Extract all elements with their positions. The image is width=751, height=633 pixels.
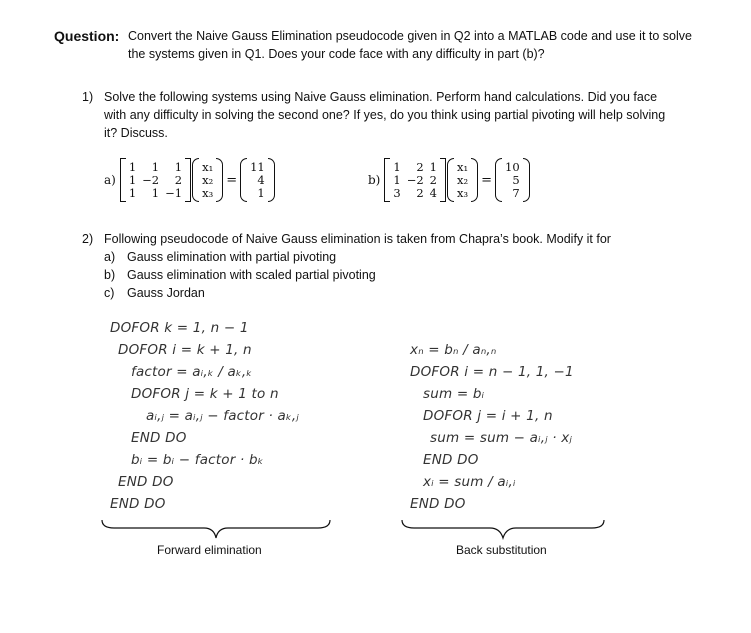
system-b-matrix: 1 2 1 1 −2 2 3 2 4 [393, 159, 437, 200]
q2-item-c-label: c) [104, 286, 115, 300]
system-a-equals: = [226, 172, 238, 188]
system-b-rhs: 10 5 7 [505, 159, 520, 200]
system-a [104, 158, 275, 202]
fwd-line: aᵢ,ⱼ = aᵢ,ⱼ − factor · aₖ,ⱼ [146, 408, 299, 424]
back-line: xᵢ = sum / aᵢ,ᵢ [423, 474, 516, 490]
fwd-line: END DO [110, 496, 166, 512]
fwd-line: bᵢ = bᵢ − factor · bₖ [131, 452, 264, 468]
back-brace [400, 518, 606, 540]
back-line: DOFOR i = n − 1, 1, −1 [410, 364, 574, 380]
system-a-unknowns: x₁ x₂ x₃ [202, 159, 214, 200]
back-line: DOFOR j = i + 1, n [423, 408, 553, 424]
q2-item-c-text: Gauss Jordan [127, 286, 205, 300]
question-label: Question: [54, 28, 120, 44]
q1-line-3: it? Discuss. [104, 126, 168, 140]
q2-number: 2) [82, 232, 94, 246]
question-line-2: the systems given in Q1. Does your code face with any difficulty in part (b)? [128, 47, 545, 61]
q1-line-1: Solve the following systems using Naive Gauss elimination. Perform hand calculations. Did you face [104, 90, 658, 104]
system-b-equals: = [481, 172, 492, 188]
q2-item-b-text: Gauss elimination with scaled partial pivoting [127, 268, 376, 282]
back-line: sum = bᵢ [423, 386, 485, 402]
system-a-rhs: 11 4 1 [250, 159, 265, 200]
q2-item-a-text: Gauss elimination with partial pivoting [127, 250, 337, 264]
back-caption: Back substitution [456, 543, 547, 557]
forward-brace [100, 518, 332, 540]
back-line: sum = sum − aᵢ,ⱼ · xⱼ [430, 430, 573, 446]
system-b-label: b) [368, 173, 381, 187]
q2-item-b-label: b) [104, 268, 116, 282]
fwd-line: DOFOR i = k + 1, n [118, 342, 252, 358]
system-b-unknowns: x₁ x₂ x₃ [456, 159, 469, 200]
fwd-line: END DO [131, 430, 187, 446]
q2-line-1: Following pseudocode of Naive Gauss elimination is taken from Chapra’s book. Modify it for [104, 232, 611, 246]
fwd-line: END DO [118, 474, 174, 490]
back-line: END DO [410, 496, 466, 512]
forward-caption: Forward elimination [157, 543, 262, 557]
fwd-line: DOFOR k = 1, n − 1 [110, 320, 249, 336]
back-line: END DO [423, 452, 479, 468]
q2-item-a-label: a) [104, 250, 116, 264]
back-line: xₙ = bₙ / aₙ,ₙ [410, 342, 497, 358]
question-line-1: Convert the Naive Gauss Elimination pseudocode given in Q2 into a MATLAB code and use it to solve [128, 29, 692, 43]
q1-number: 1) [82, 90, 94, 104]
system-a-label: a) [104, 173, 116, 187]
fwd-line: DOFOR j = k + 1 to n [131, 386, 279, 402]
fwd-line: factor = aᵢ,ₖ / aₖ,ₖ [131, 364, 253, 380]
q1-line-2: with any difficulty in solving the second one? If yes, do you think using partial pivoting will help solving [104, 108, 666, 122]
system-a-matrix: 1 1 1 1 −2 2 1 1 −1 [128, 159, 183, 200]
system-b [368, 158, 530, 202]
